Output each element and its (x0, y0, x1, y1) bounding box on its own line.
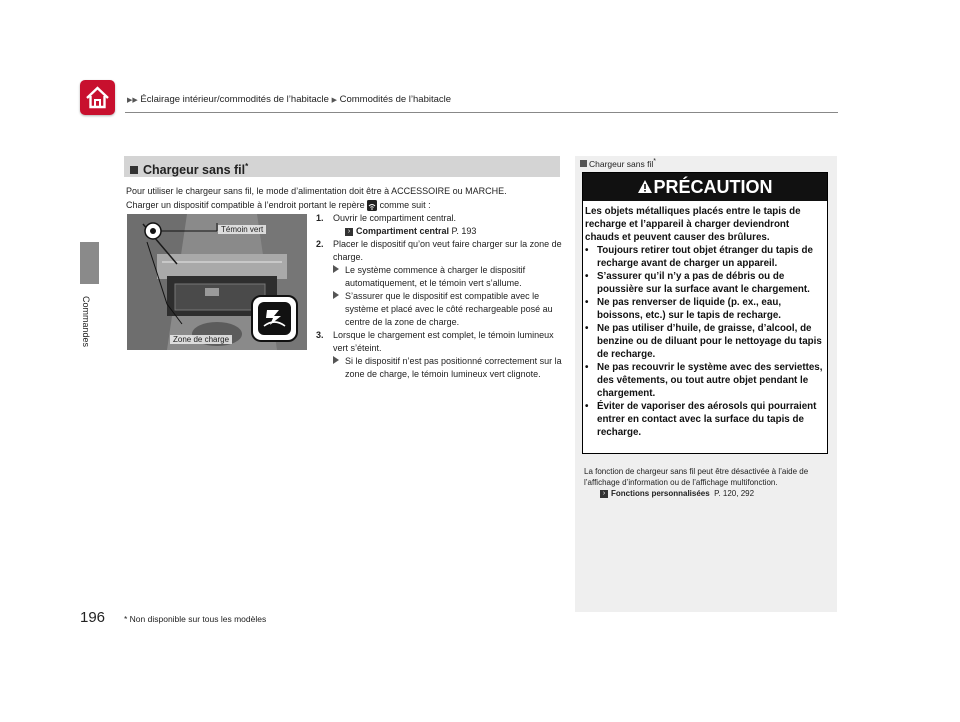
home-icon (84, 84, 111, 111)
footnote: * Non disponible sur tous les modèles (124, 614, 267, 624)
bullet-dot-icon: • (585, 362, 589, 373)
sidebar-label: Commandes (81, 296, 91, 348)
panel-note: La fonction de chargeur sans fil peut être désactivée à l’aide de l’affichage d’information ou de l’affichage multifonction. › Fonctions personnalisées P. 120, 292 (584, 466, 830, 499)
triangle-bullet-icon (333, 291, 339, 299)
caution-item: • Toujours retirer tout objet étranger du tapis de recharge avant de charger un appareil. (585, 245, 813, 269)
breadcrumb-link-2[interactable]: Commodités de l’habitacle (339, 94, 452, 105)
breadcrumb-link-1[interactable]: Éclairage intérieur/commodités de l’habitacle (140, 94, 329, 105)
bullet-dot-icon: • (585, 297, 589, 308)
page-number: 196 (80, 609, 106, 626)
caution-body (585, 205, 823, 439)
chevron-right-icon: ▶▶ (127, 97, 138, 104)
square-bullet-icon (130, 166, 138, 174)
bullet-dot-icon: • (585, 323, 589, 334)
step-3-bullet-1: Si le dispositif n’est pas positionné correctement sur la zone de charge, le témoin lumineux vert clignote. (333, 355, 562, 381)
chevron-right-icon: ▶ (331, 97, 337, 104)
caution-item: • Éviter de vaporiser des aérosols qui pourraient entrer en contact avec la surface du tapis de recharge. (585, 401, 817, 438)
callout-charge-zone: Zone de charge (170, 335, 232, 344)
caution-item: • Ne pas recouvrir le système avec des serviettes, des vêtements, ou tout autre objet pendant le chargement. (585, 362, 823, 399)
caution-intro: Les objets métalliques placés entre le tapis de recharge et l’appareil à charger deviendront chauds et peuvent causer des brûlures. (585, 206, 801, 243)
intro-line-2: Charger un dispositif compatible à l’endroit portant le repère comme suit : (126, 200, 431, 210)
breadcrumb (127, 94, 451, 105)
reference-arrow-icon: › (345, 228, 353, 236)
triangle-bullet-icon (333, 265, 339, 273)
caution-item: • Ne pas utiliser d’huile, de graisse, d’alcool, de benzine ou de diluant pour le nettoyage du tapis de recharge. (585, 323, 822, 360)
panel-title: Chargeur sans fil* (580, 158, 656, 169)
warning-icon (637, 179, 653, 194)
intro-text (126, 184, 560, 212)
section-header (124, 156, 560, 177)
bullet-dot-icon: • (585, 245, 589, 256)
step-2-bullet-2: S’assurer que le dispositif est compatible avec le système et placé avec le côté rechargeable posé au centre de la zone de charge. (333, 290, 562, 329)
section-title: Chargeur sans fil (143, 163, 246, 178)
caution-item: • Ne pas renverser de liquide (p. ex., eau, boissons, etc.) sur le tapis de recharge. (585, 297, 782, 321)
callout-green-indicator: Témoin vert (218, 225, 266, 234)
steps-list (316, 212, 562, 381)
step-1-reference[interactable]: › Compartiment central P. 193 (333, 225, 562, 238)
step-1: 1. Ouvrir le compartiment central. › Compartiment central P. 193 (316, 212, 562, 238)
header-divider (125, 112, 838, 113)
caution-header: PRÉCAUTION (583, 173, 827, 201)
reference-arrow-icon: › (600, 490, 608, 498)
intro-line-1: Pour utiliser le chargeur sans fil, le mode d’alimentation doit être à ACCESSOIRE ou MARCHE. (126, 186, 507, 196)
panel-marker-icon (580, 160, 587, 167)
triangle-bullet-icon (333, 356, 339, 364)
wireless-charge-icon (367, 200, 377, 211)
bullet-dot-icon: • (585, 401, 589, 412)
caution-item: • S’assurer qu’il n’y a pas de débris ou de poussière sur la surface avant le chargement. (585, 271, 810, 295)
console-illustration (127, 214, 307, 350)
section-star: * (245, 162, 249, 171)
step-2: 2. Placer le dispositif qu’on veut faire charger sur la zone de charge. Le système commence à charger le dispositif automatiquement, et le témoin vert s’allume. S’assurer que le dispositif est compatible avec le système et placé avec le côté rechargeable posé au centre de la zone de charge. (316, 239, 562, 327)
bullet-dot-icon: • (585, 271, 589, 282)
step-3: 3. Lorsque le chargement est complet, le témoin lumineux vert s’éteint. Si le dispositif n’est pas positionné correctement sur la zone de charge, le témoin lumineux vert clignote. (316, 330, 562, 379)
console-photo (127, 214, 307, 350)
note-reference[interactable]: › Fonctions personnalisées P. 120, 292 (584, 488, 830, 499)
sidebar-tab-marker (80, 242, 99, 284)
step-2-bullet-1: Le système commence à charger le dispositif automatiquement, et le témoin vert s’allume. (333, 264, 562, 290)
home-button[interactable] (80, 80, 115, 115)
